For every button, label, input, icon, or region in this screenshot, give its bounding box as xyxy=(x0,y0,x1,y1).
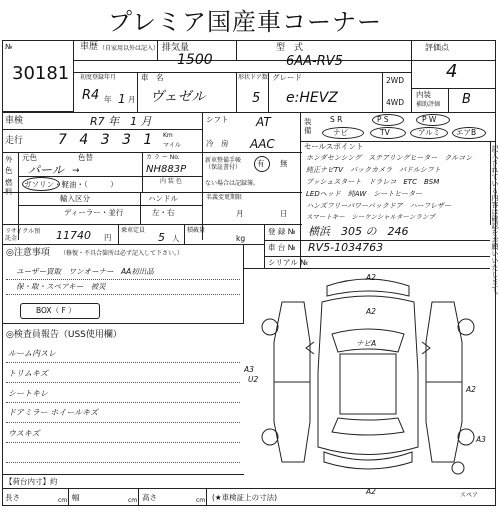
car-damage-diagram xyxy=(252,272,484,484)
equip-alumi: アルミ xyxy=(418,128,441,137)
first-reg-month: 1 xyxy=(118,92,126,106)
interior-value: B xyxy=(462,92,471,107)
equip-ps: P S xyxy=(377,115,389,124)
interior-label: 内装 xyxy=(416,90,431,99)
interior-sub: 補助評価 xyxy=(416,101,441,108)
lot-corner-mark: № xyxy=(5,43,13,51)
reg-label: 登 録 № xyxy=(268,227,296,236)
int-color-label: 内 装 色 xyxy=(160,178,182,185)
notes-line-2: 保・取・スペアキー 被災 xyxy=(16,282,106,291)
maintenance-value: 有 xyxy=(257,159,265,168)
capacity-value: 5 xyxy=(158,231,165,244)
width-unit: cm xyxy=(128,497,138,504)
maintenance-none: 無 xyxy=(280,159,288,168)
sales-points-label: セールスポイント xyxy=(304,142,364,151)
diagram-mark-right-1: A2 xyxy=(466,385,476,394)
grade-label: グレード xyxy=(272,73,302,82)
load-label: 積載量 xyxy=(187,227,206,234)
report-line-2: トリムキズ xyxy=(8,369,48,378)
grade-value: e:HEVZ xyxy=(286,90,338,106)
maintenance-note: ない場合は記録簿。 xyxy=(205,180,260,187)
ext-label: 外色 xyxy=(5,155,13,175)
fuel-value: ガソリン・軽油・（ ） xyxy=(24,180,118,189)
score-value: 4 xyxy=(446,61,458,82)
recycle-value: 11740 xyxy=(56,229,91,242)
colorname-label: 色替 xyxy=(78,153,93,162)
equip-airbag: エアB xyxy=(456,128,477,137)
recycle-unit: 円 xyxy=(104,233,112,242)
code-label: カ ラ ー No. xyxy=(146,154,180,161)
fuel-label: 燃料 xyxy=(5,178,13,196)
cargo-label: 【荷台内寸】約 xyxy=(5,477,58,486)
report-label: ◎検査員報告（USS使用欄） xyxy=(6,330,122,340)
import-label: 輸入区分 xyxy=(60,194,90,203)
car-name-value: ヴェゼル xyxy=(150,89,206,105)
diagram-mark-mid: A2 xyxy=(366,307,376,316)
import-value: ディーラー・並行 xyxy=(64,208,124,217)
chassis-value: RV5-1034763 xyxy=(308,241,384,254)
first-reg-year: R4 xyxy=(82,88,100,103)
notes-line-1: ユーザー買取 ワンオーナー AA初出品 xyxy=(16,267,154,276)
handle-value: 左・右 xyxy=(152,208,175,217)
chassis-label: 車 台 № xyxy=(268,243,296,252)
notes-box-label: BOX（ F ） xyxy=(36,306,76,315)
equipment-label: 装備 xyxy=(304,117,312,135)
shaken-label: 車検 xyxy=(5,116,24,126)
color-value: パール xyxy=(28,163,64,177)
displacement-value: 1500 xyxy=(177,52,213,68)
shift-label: シフト xyxy=(206,115,229,124)
equip-tv: TV xyxy=(380,128,390,137)
maintenance-label: 新車整備手帳（保証書付） xyxy=(205,157,242,171)
load-unit: kg xyxy=(236,234,246,243)
drive-2wd: 2WD xyxy=(386,76,404,85)
length-label: 長さ xyxy=(5,493,20,502)
sales-line-5: ハンズフリーパワーバックドア ハーフレザー xyxy=(306,202,451,210)
aircon-value: AAC xyxy=(250,137,275,151)
equip-pw: P W xyxy=(422,115,437,124)
diagram-mark-left-2: U2 xyxy=(248,375,259,384)
diagram-mark-navi: ナビA xyxy=(356,339,377,348)
mileage-label: 走行 xyxy=(5,136,24,146)
height-unit: cm xyxy=(196,497,206,504)
model-label: 型 式 xyxy=(276,43,304,53)
notes-label: ◎注意事項 xyxy=(6,248,50,258)
width-label: 幅 xyxy=(72,493,80,502)
displacement-label: 排気量 xyxy=(162,43,190,53)
aircon-label: 冷 房 xyxy=(206,139,229,148)
history-note: （自家用以外は記入） xyxy=(99,45,160,52)
spare-label: スペア xyxy=(460,492,479,499)
lot-number: 30181 xyxy=(12,63,70,84)
diagram-mark-right-2: A3 xyxy=(476,435,486,444)
report-line-3: シートキレ xyxy=(8,389,48,398)
car-name-label: 車 名 xyxy=(141,73,164,82)
doors-value: 5 xyxy=(252,91,261,106)
code-value: NH883P xyxy=(146,164,187,175)
mileage-value: 7 4 3 3 1 xyxy=(58,132,157,148)
month-unit: 月 xyxy=(128,95,136,104)
diagram-mark-front: A2 xyxy=(366,273,376,282)
sales-line-6: スマートキー シーケンシャルターンランプ xyxy=(306,213,435,221)
capacity-unit: 人 xyxy=(172,234,180,243)
score-label: 評価点 xyxy=(425,43,449,52)
notes-sublabel: （修復・不具合箇所は必ず記入して下さい。） xyxy=(60,250,184,257)
side-note: 記入されている内容は確認をお願いいたします。 xyxy=(491,145,499,299)
first-reg-label: 初度登録年月 xyxy=(80,74,117,81)
capacity-label: 乗車定員 xyxy=(121,227,146,234)
shift-value: AT xyxy=(256,115,271,129)
report-line-4: ドアミラー ホイールキズ xyxy=(8,408,98,417)
mileage-unit-mile: マイル xyxy=(163,142,181,149)
shaken-value: R7 年 1 月 xyxy=(90,115,152,128)
year-unit: 年 xyxy=(104,95,112,104)
model-value: 6AA-RV5 xyxy=(286,54,343,69)
sales-line-3: プッシュスタート ドラレコ ETC BSM xyxy=(306,178,440,186)
report-line-1: ルーム内スレ xyxy=(8,349,56,358)
recycle-label: リサイクル預託金 xyxy=(5,228,41,242)
name-change-label: 名義変更期限 xyxy=(206,194,243,201)
history-label: 車歴 xyxy=(80,42,99,52)
equip-sr: S R xyxy=(330,115,343,124)
equip-navi: ナビ xyxy=(333,128,348,137)
sales-line-2: 純正ナビTV バックカメラ パドルシフト xyxy=(306,166,441,174)
color-arrow: → xyxy=(72,166,80,176)
name-change-day: 日 xyxy=(280,209,288,218)
reg-value: 横浜 305 の 246 xyxy=(308,225,409,238)
sales-line-4: LEDヘッド 純AW シートヒーター xyxy=(306,190,423,198)
length-unit: cm xyxy=(58,497,68,504)
name-change-month: 月 xyxy=(236,209,244,218)
doors-label: 形状ドア数 xyxy=(238,74,268,81)
color-label: 元色 xyxy=(22,153,37,162)
serial-label: シリアル № xyxy=(268,258,308,267)
report-line-5: ウスキズ xyxy=(8,429,40,438)
footer-note: (★車検証上の寸法) xyxy=(212,493,278,502)
sales-line-1: ホンダセンシング ステアリングヒーター クルコン xyxy=(306,154,473,162)
handle-label: ハンドル xyxy=(148,194,178,203)
diagram-mark-rear: A2 xyxy=(366,487,376,496)
page-title: プレミア国産車コーナー xyxy=(108,8,383,36)
drive-4wd: 4WD xyxy=(386,98,404,107)
height-label: 高さ xyxy=(142,493,157,502)
diagram-mark-left-1: A3 xyxy=(244,365,254,374)
mileage-unit-km: Km xyxy=(163,132,173,139)
